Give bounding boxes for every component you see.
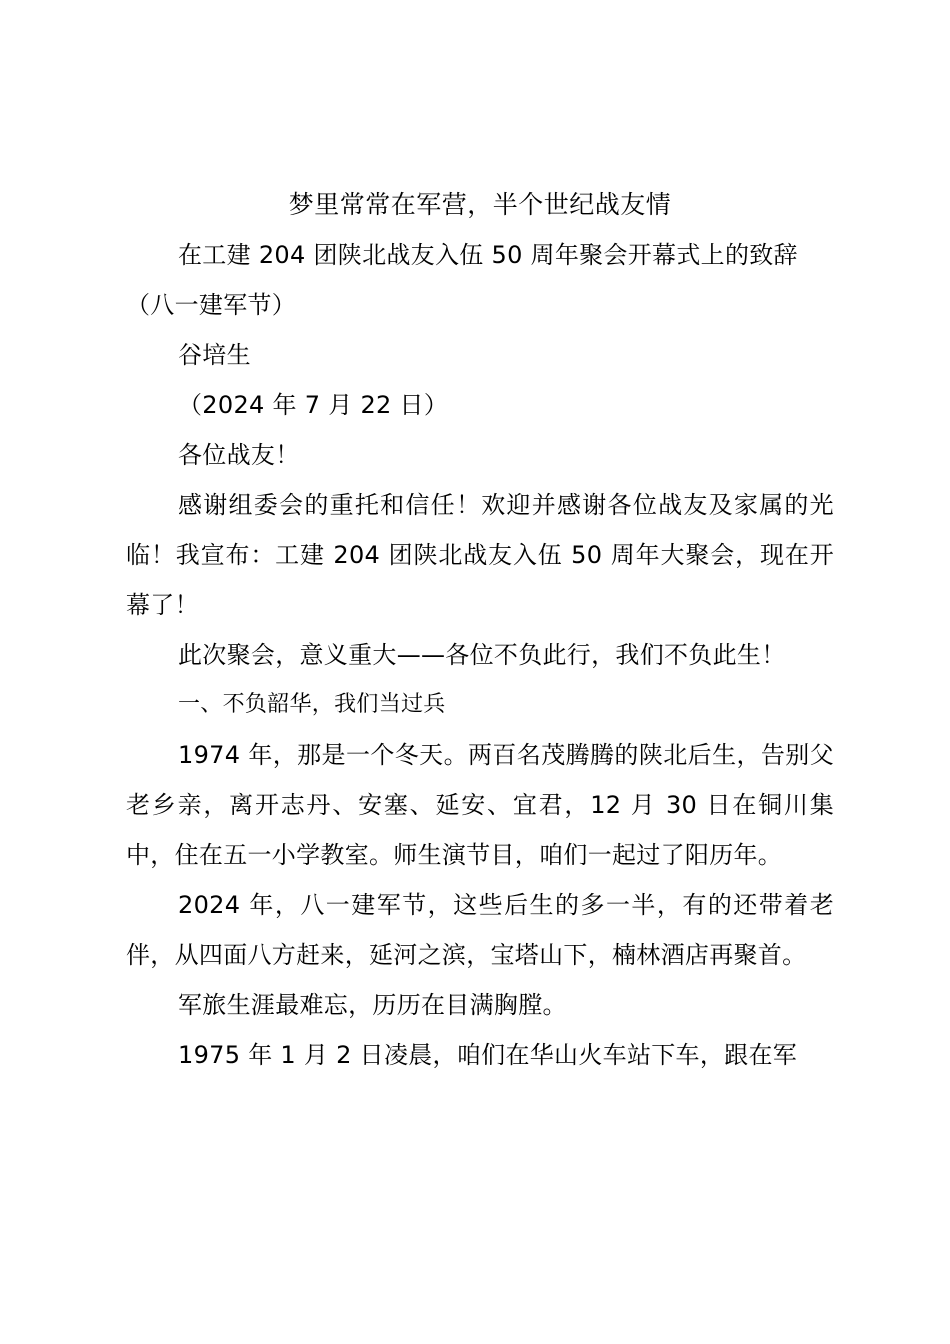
document-page — [126, 180, 834, 1080]
author-name: 谷培生 — [178, 341, 251, 369]
body-paragraph: 军旅生涯最难忘，历历在目满胸膛。 — [178, 991, 567, 1019]
body-paragraph: 此次聚会，意义重大——各位不负此行，我们不负此生！ — [178, 641, 786, 669]
body-paragraph: 1975 年 1 月 2 日凌晨，咱们在华山火车站下车，跟在军 — [178, 1041, 798, 1069]
speech-date: （2024 年 7 月 22 日） — [178, 391, 449, 419]
document-title: 梦里常常在军营，半个世纪战友情 — [288, 190, 672, 219]
body-paragraph: 2024 年，八一建军节，这些后生的多一半，有的还带着老伴，从四面八方赶来，延河之滨，宝塔山下，楠林酒店再聚首。 — [126, 891, 834, 969]
body-paragraph: 1974 年，那是一个冬天。两百名茂腾腾的陕北后生，告别父老乡亲，离开志丹、安塞、延安、宜君，12 月 30 日在铜川集中，住在五一小学教室。师生演节目，咱们一起过了阳历年。 — [126, 741, 834, 869]
body-paragraph: 感谢组委会的重托和信任！欢迎并感谢各位战友及家属的光临！我宣布：工建 204 团陕北战友入伍 50 周年大聚会，现在开幕了！ — [126, 491, 834, 619]
occasion-note: （八一建军节） — [126, 291, 297, 319]
section-heading: 一、不负韶华，我们当过兵 — [178, 692, 446, 717]
greeting: 各位战友！ — [178, 441, 300, 469]
speech-subtitle: 在工建 204 团陕北战友入伍 50 周年聚会开幕式上的致辞 — [178, 241, 798, 269]
